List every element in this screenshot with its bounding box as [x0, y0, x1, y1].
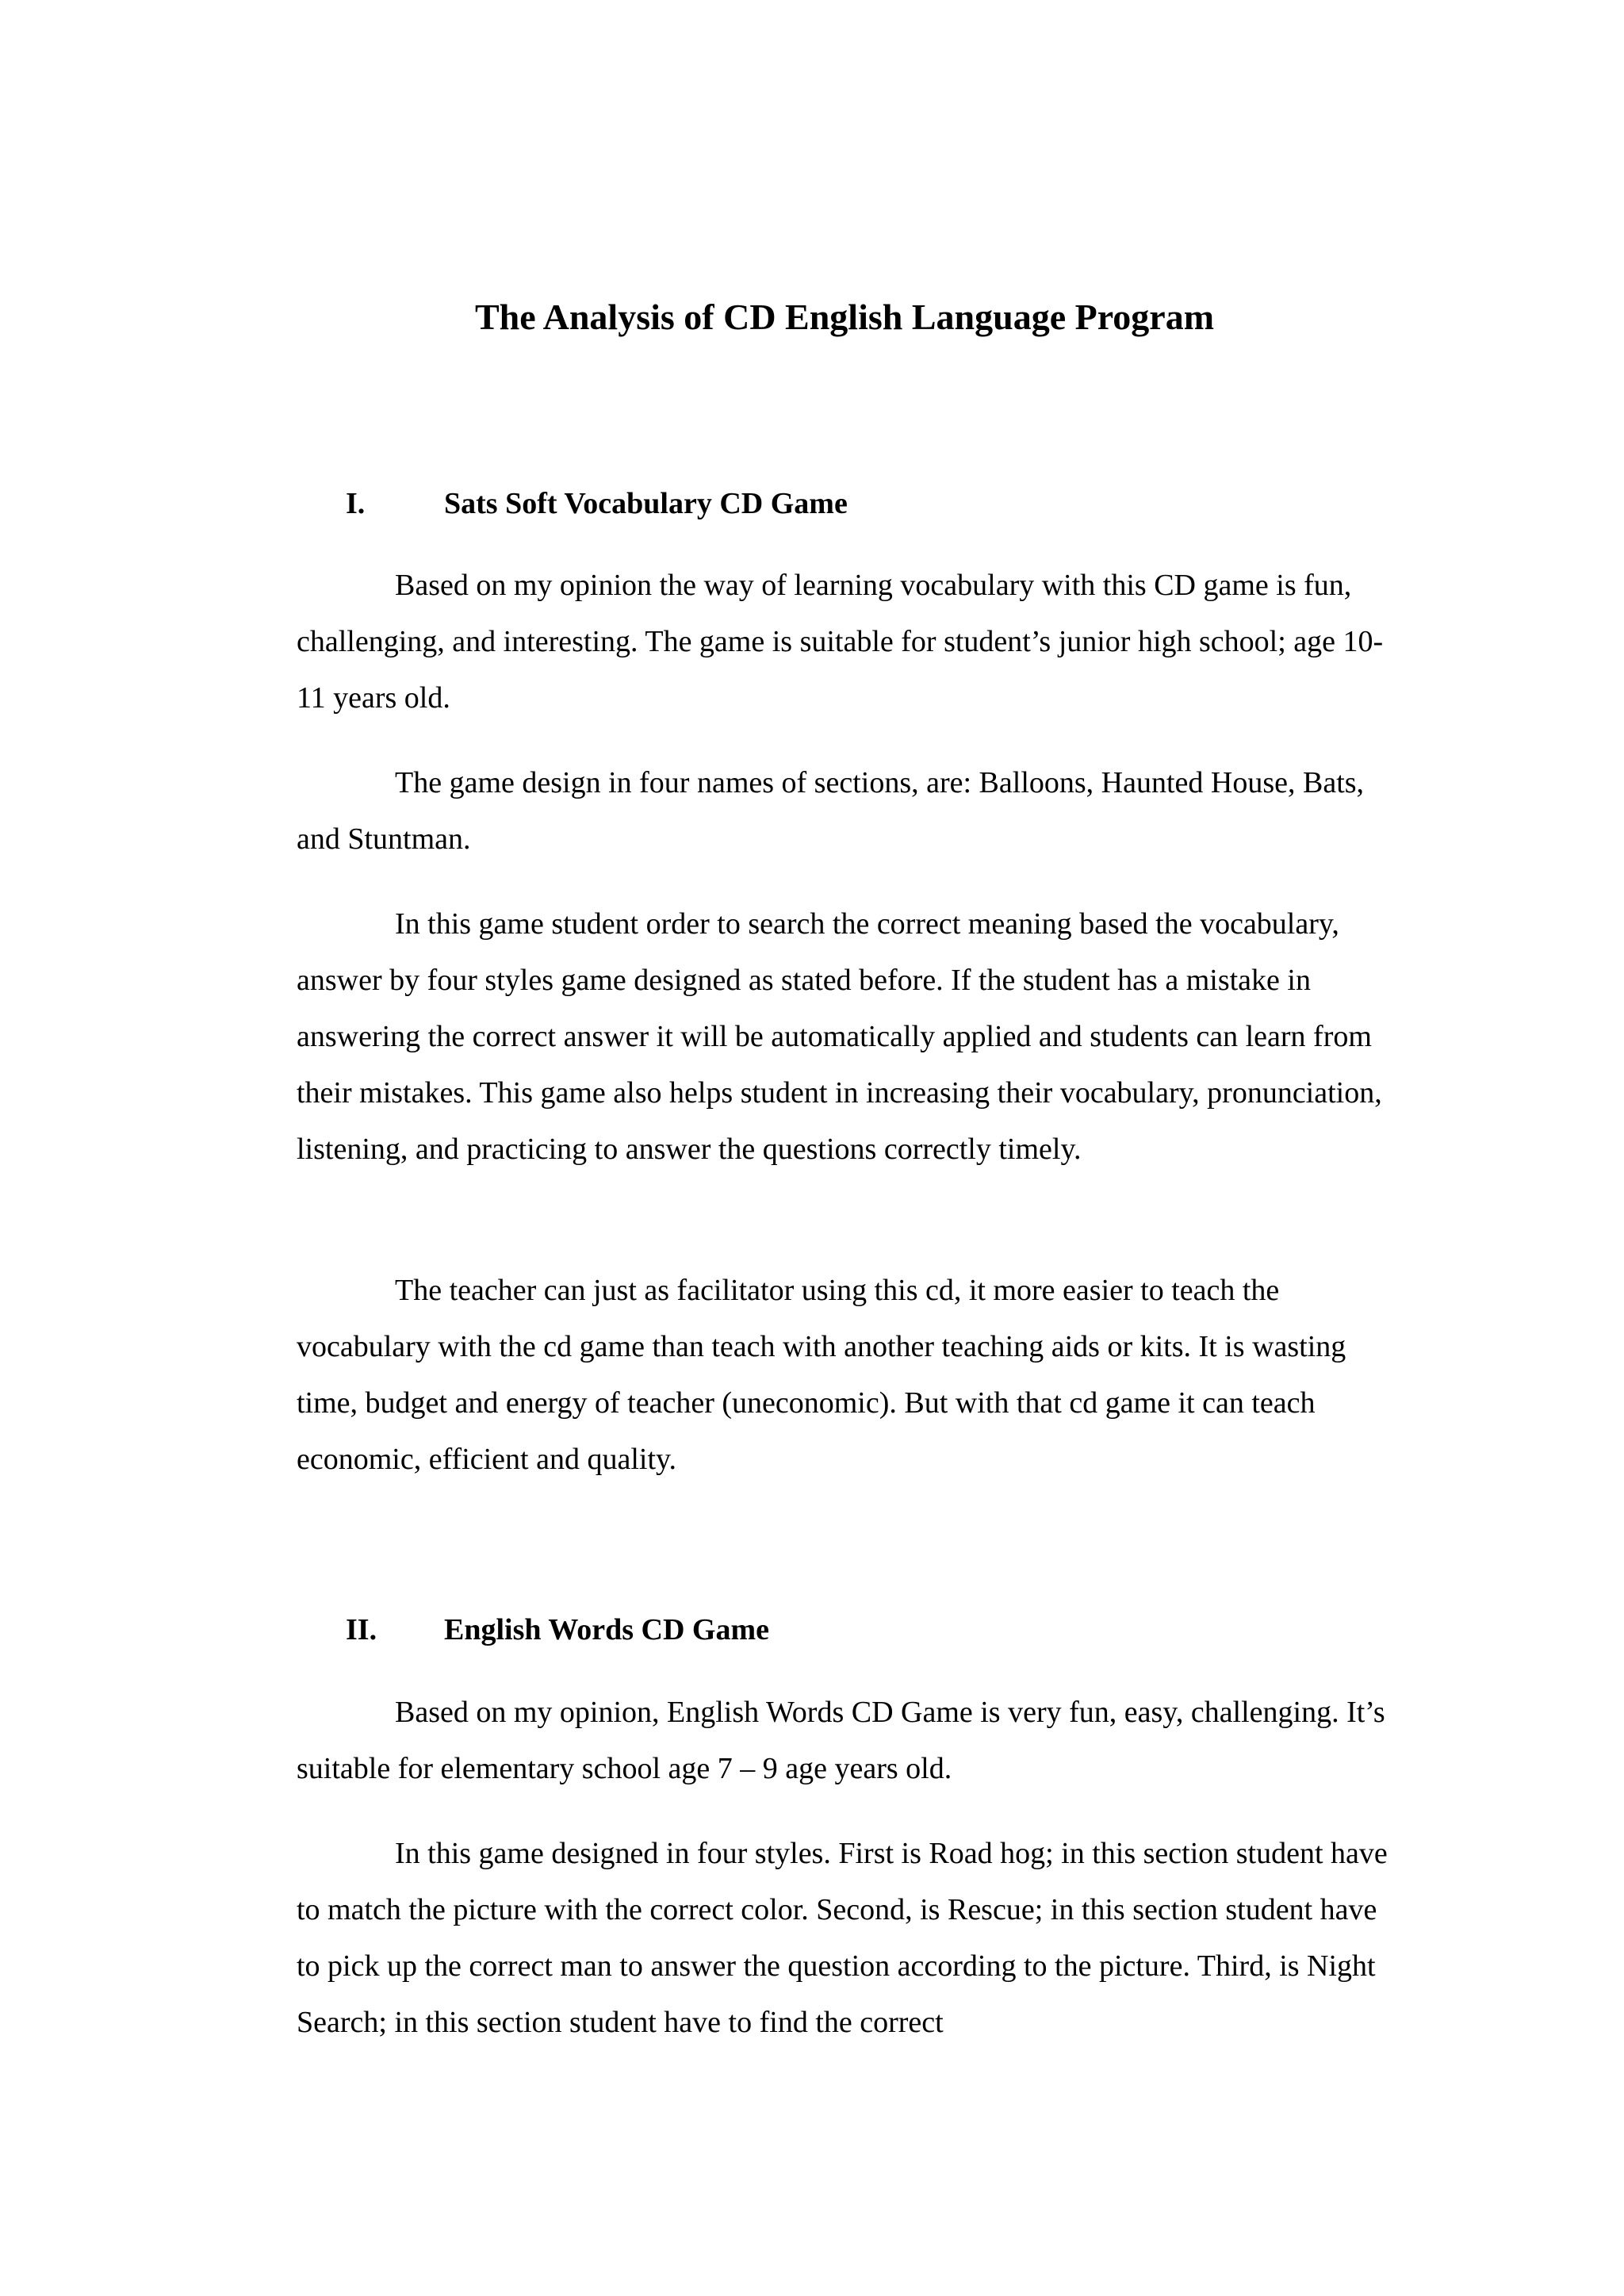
section-2-paragraph-1: Based on my opinion, English Words CD Game is very fun, easy, challenging. It’s suitable for elementary school age 7 – 9 age years old. — [297, 1696, 1385, 1785]
section-2-paragraph-2: In this game designed in four styles. First is Road hog; in this section student have to match the picture with the correct color. Second, is Rescue; in this section student have to pick up the correct man to answer the question according to the picture. Third, is Night Search; in this section student have to find the correct — [297, 1837, 1388, 2039]
section-number-1: I. — [346, 487, 366, 520]
section-1-paragraph-2: The game design in four names of sections, are: Balloons, Haunted House, Bats, and Stuntman. — [297, 766, 1365, 856]
section-title-2: English Words CD Game — [444, 1613, 769, 1646]
section-number-2: II. — [346, 1613, 377, 1646]
section-title-1: Sats Soft Vocabulary CD Game — [444, 487, 848, 520]
document-title: The Analysis of CD English Language Program — [474, 297, 1215, 337]
section-heading-1 — [346, 484, 848, 523]
section-1-paragraph-1: Based on my opinion the way of learning vocabulary with this CD game is fun, challenging, and interesting. The game is suitable for student’s junior high school; age 10-11 years old. — [297, 569, 1384, 715]
section-1-paragraph-4: The teacher can just as facilitator using this cd, it more easier to teach the vocabulary with the cd game than teach with another teaching aids or kits. It is wasting time, budget and energy of teacher (uneconomic). But with that cd game it can teach economic, efficient and quality. — [297, 1274, 1346, 1476]
section-heading-2 — [346, 1610, 769, 1650]
section-1-paragraph-3: In this game student order to search the correct meaning based the vocabulary, answer by four styles game designed as stated before. If the student has a mistake in answering the correct answer it will be automatically applied and students can learn from their mistakes. This game also helps student in increasing their vocabulary, pronunciation, listening, and practicing to answer the questions correctly timely. — [297, 907, 1382, 1166]
